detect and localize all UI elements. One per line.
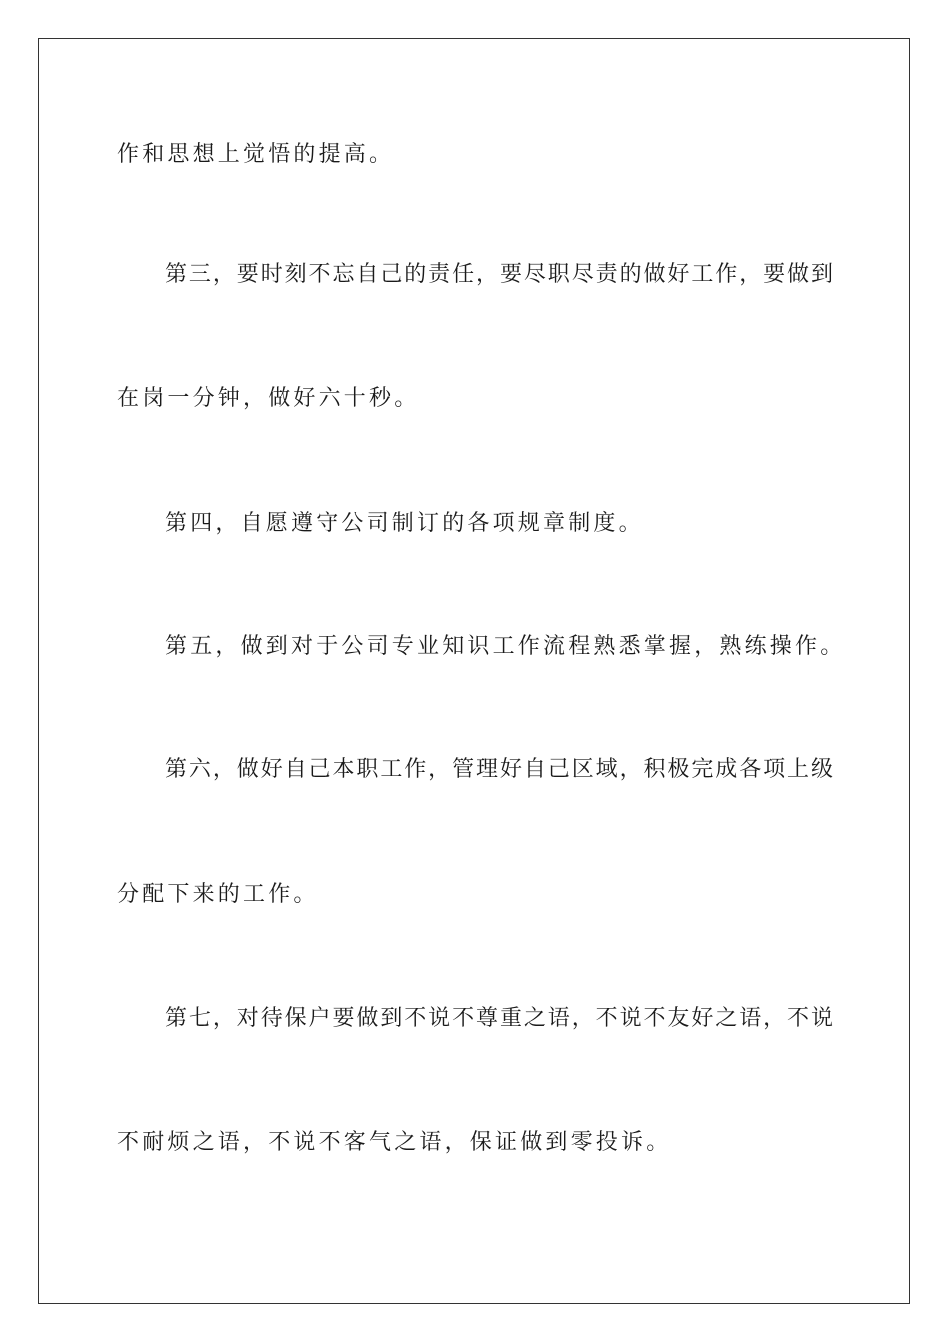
paragraph-line-7: 分配下来的工作。 <box>117 882 319 907</box>
paragraph-line-5: 第五，做到对于公司专业知识工作流程熟悉掌握，熟练操作。 <box>165 634 846 659</box>
page-border <box>38 38 910 1304</box>
paragraph-line-9: 不耐烦之语，不说不客气之语，保证做到零投诉。 <box>117 1130 672 1155</box>
paragraph-line-4: 第四，自愿遵守公司制订的各项规章制度。 <box>165 511 644 536</box>
paragraph-line-6: 第六，做好自己本职工作，管理好自己区域，积极完成各项上级 <box>165 757 833 782</box>
paragraph-line-2: 第三，要时刻不忘自己的责任，要尽职尽责的做好工作，要做到 <box>165 262 833 287</box>
paragraph-line-3: 在岗一分钟，做好六十秒。 <box>117 386 420 411</box>
paragraph-line-1: 作和思想上觉悟的提高。 <box>117 142 395 167</box>
paragraph-line-8: 第七，对待保户要做到不说不尊重之语，不说不友好之语，不说 <box>165 1006 833 1031</box>
